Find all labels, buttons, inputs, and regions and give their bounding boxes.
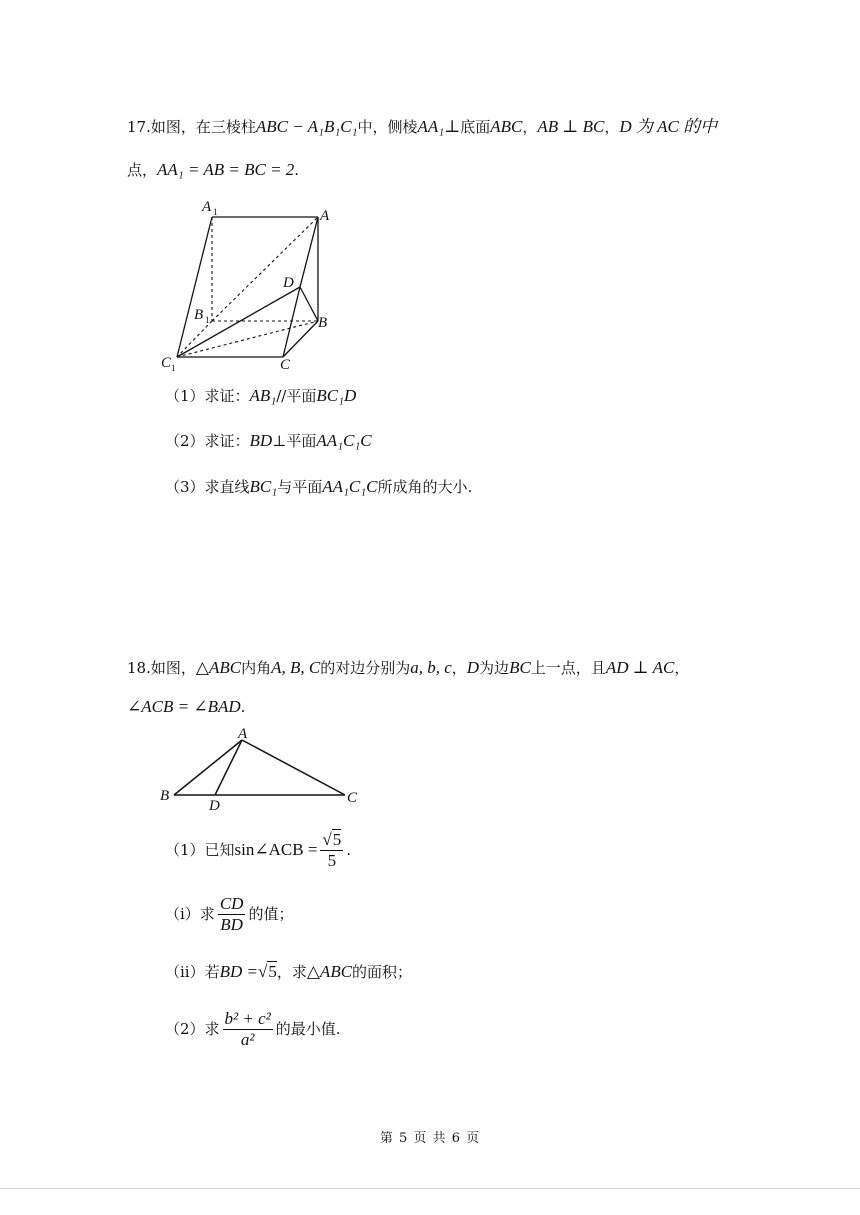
q18-part-ii: （ii）若BD =√5，求△ABC的面积； (165, 962, 413, 981)
q18-sides: a, b, c (410, 658, 452, 677)
label-C1: C (161, 355, 172, 371)
q18-part-ii-radicand: 5 (268, 962, 277, 981)
q18-part1-tag: （1）已知 (165, 841, 235, 859)
q18-part-i-fraction (218, 894, 246, 935)
label-C: C (280, 357, 291, 373)
q17-perp-expr: AB ⊥ BC (537, 117, 605, 136)
q18-part1 (165, 826, 351, 874)
q18-part2-num: b² + c² (224, 1008, 271, 1028)
q18-part-ii-expr: BD = (219, 962, 258, 981)
q18-text: 如图， (150, 659, 196, 677)
label-A: A (320, 208, 330, 224)
q17-line1: 17.如图，在三棱柱ABC − A₁B₁C₁中，侧棱AA₁⊥底面ABC，AB ⊥ BC，D 为 AC 的中 (127, 117, 718, 136)
q18-triangle: △ABC (195, 658, 242, 677)
q17-part1-rel: //平面 (276, 387, 317, 405)
q17-part2-rel: ⊥平面 (272, 432, 317, 450)
label-B: B (318, 315, 328, 331)
q17-part3-rel: 与平面 (277, 478, 323, 496)
q17-part1-expr: AB₁ (249, 386, 277, 405)
q18-line1 (127, 658, 689, 678)
q18-part2-den: a² (240, 1029, 255, 1049)
q17-part3-tag: （3）求直线 (165, 478, 250, 496)
q18-part1-expr: sin∠ACB = (234, 840, 318, 859)
q18-triangle-figure (155, 722, 370, 814)
q17-part2 (165, 431, 372, 451)
q17-edge-expr: AA₁ (417, 117, 445, 136)
q17-part3-expr: BC₁ (249, 477, 278, 496)
q18-part-i (165, 890, 293, 938)
label-B1: B (194, 307, 204, 323)
q18-number: 18. (127, 659, 151, 677)
q18-side-bc: BC (509, 658, 531, 677)
q18-part2-tag: （2）求 (165, 1020, 220, 1038)
q17-part2-expr: BD (249, 431, 273, 450)
q18-text: 的最小值. (275, 1020, 341, 1038)
q18-part1-den: 5 (327, 850, 337, 870)
q18-text: 上一点，且 (530, 659, 606, 677)
q18-angle-eq: ∠ACB = ∠BAD (127, 697, 241, 716)
perp-symbol: ⊥ (444, 117, 461, 136)
q18-part-ii-triangle: △ABC (306, 962, 353, 981)
q17-number: 17. (127, 118, 151, 136)
q17-text: 底面 (460, 118, 491, 136)
q17-prism-figure (150, 195, 350, 375)
q18-text: 为边 (479, 659, 510, 677)
label-C1-sub: 1 (171, 363, 176, 373)
q17-part3-tail: 所成角的大小. (377, 478, 473, 496)
page-bottom-divider (0, 1188, 860, 1189)
label-B: B (160, 788, 170, 804)
q18-part2-fraction (223, 1009, 273, 1050)
q18-part1-fraction: $\frac{√5}{5}$ (322, 829, 342, 870)
q17-part2-plane: AA₁C₁C (316, 431, 372, 450)
q17-part1-plane: BC₁D (316, 386, 357, 405)
label-D: D (283, 275, 294, 291)
q17-part1-tag: （1）求证： (165, 387, 250, 405)
q18-part-i-den: BD (220, 914, 243, 934)
q17-line2 (127, 160, 299, 180)
label-A1-sub: 1 (213, 207, 218, 217)
q17-text: 点， (127, 161, 158, 179)
label-B1-sub: 1 (205, 315, 210, 325)
q18-part-ii-tag: （ii）若 (165, 963, 220, 981)
q18-part2 (165, 1004, 341, 1054)
q18-line2 (127, 697, 245, 717)
q18-perp-expr: AD ⊥ AC (605, 658, 675, 677)
label-A: A (238, 726, 248, 742)
q18-point-d: D (466, 658, 480, 677)
q17-prism-expr: ABC − A₁B₁C₁ (255, 117, 358, 136)
q18-part-i-num: CD (219, 893, 244, 913)
q17-part2-tag: （2）求证： (165, 432, 250, 450)
q17-part3 (165, 477, 472, 497)
q17-text: . (294, 161, 300, 179)
q18-text: ，求 (276, 963, 307, 981)
q17-part1 (165, 386, 356, 406)
q18-text: ， (674, 659, 690, 677)
q17-equal-lengths: AA₁ = AB = BC = 2 (157, 160, 295, 179)
q18-part1-num: 5 (332, 829, 342, 849)
q17-part3-plane: AA₁C₁C (322, 477, 378, 496)
q17-base-expr: ABC (490, 117, 523, 136)
q18-text: 的值； (248, 905, 294, 923)
label-C: C (347, 790, 358, 806)
q17-text: 中，侧棱 (357, 118, 418, 136)
q18-text: 的面积； (352, 963, 413, 981)
label-D: D (209, 798, 220, 814)
q17-midpoint-text: D 为 AC 的中 (619, 117, 718, 136)
q18-text: 内角 (241, 659, 272, 677)
label-A1: A (202, 199, 212, 215)
q18-text: . (240, 698, 246, 716)
q18-part-i-tag: （i）求 (165, 905, 215, 923)
q18-text: ， (451, 659, 467, 677)
q18-text: . (346, 841, 352, 859)
q18-text: 的对边分别为 (320, 659, 411, 677)
q17-intro: 如图，在三棱柱 (150, 118, 256, 136)
q18-angles: A, B, C (271, 658, 321, 677)
page-footer: 第 5 页 共 6 页 (379, 1131, 481, 1146)
q17-text: ， (604, 118, 620, 136)
